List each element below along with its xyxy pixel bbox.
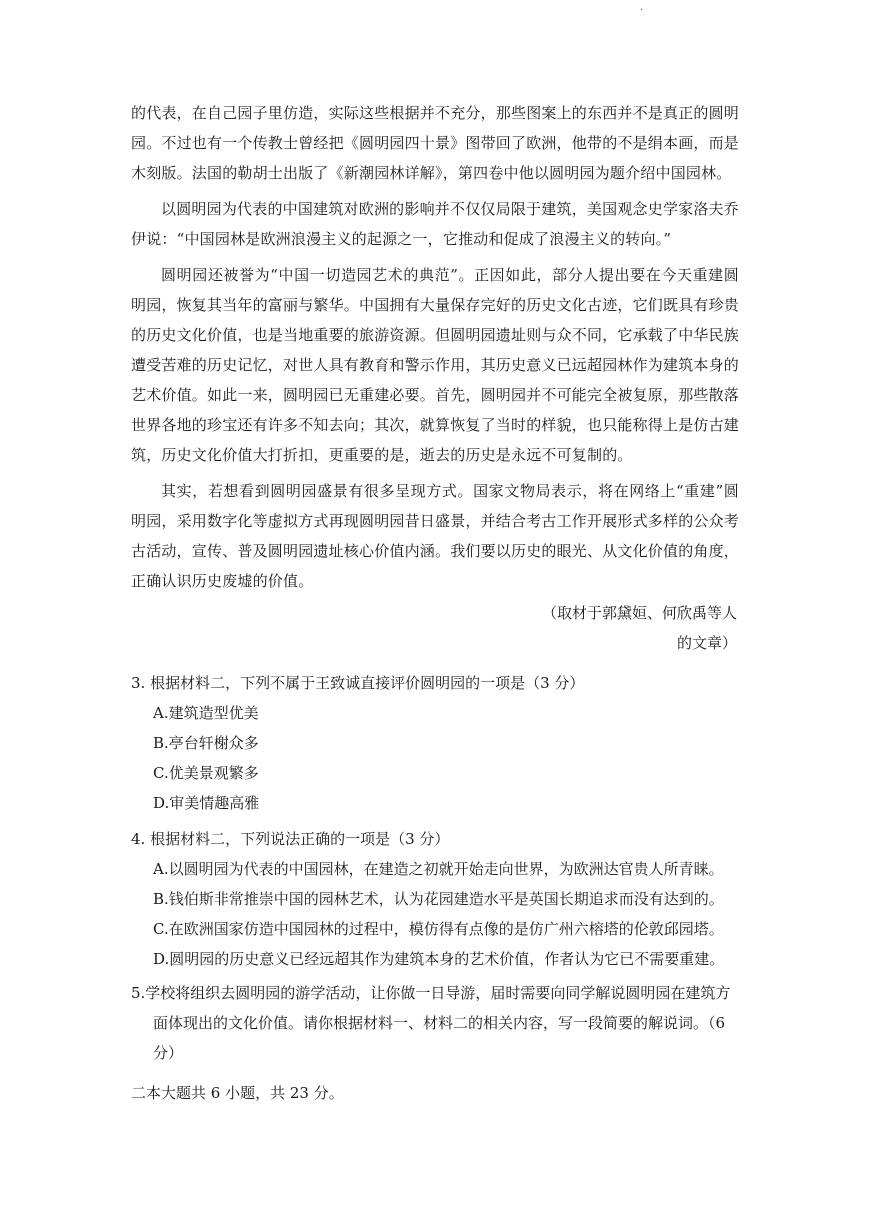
passage-paragraph-4: 其实，若想看到圆明园盛景有很多呈现方式。国家文物局表示，将在网络上“重建”圆明园，采用数字化等虚拟方式再现圆明园昔日盛景，并结合考古工作开展形式多样的公众考古活动，宣传、普及圆明园遗址核心价值内涵。我们要以历史的眼光、从文化价值的角度，正确认识历史废墟的价值。 [131,482,740,590]
question-4-option-a: A.以圆明园为代表的中国园林，在建造之初就开始走向世界，为欧洲达官贵人所青睐。 [153,860,724,878]
document-page [131,98,739,1108]
question-3-option-c: C.优美景观繁多 [153,764,259,782]
question-5 [131,978,739,1068]
question-4-stem: 4. 根据材料二，下列说法正确的一项是（3 分） [131,830,450,848]
question-4-option-c: C.在欧洲国家仿造中国园林的过程中，模仿得有点像的是仿广州六榕塔的伦敦邱园塔。 [153,920,724,938]
passage-source [131,598,739,658]
question-3-stem: 3. 根据材料二，下列不属于王致诚直接评价圆明园的一项是（3 分） [131,674,585,692]
section-heading: 二本大题共 6 小题，共 23 分。 [131,1084,344,1102]
question-4-option-b: B.钱伯斯非常推崇中国的园林艺术，认为花园建造水平是英国长期追求而没有达到的。 [153,890,724,908]
question-3 [131,668,739,818]
source-line-2: 的文章） [676,634,737,652]
question-3-options [131,698,739,818]
question-4 [131,824,739,974]
question-5-stem: 5.学校将组织去圆明园的游学活动，让你做一日导游，届时需要向同学解说圆明园在建筑方面体现出的文化价值。请你根据材料一、材料二的相关内容，写一段简要的解说词。（6 分） [131,984,731,1062]
question-4-options [131,854,739,974]
source-line-1: （取材于郭黛姮、何欣禹等人 [541,604,737,622]
question-4-option-d: D.圆明园的历史意义已经远超其作为建筑本身的艺术价值，作者认为它已不需要重建。 [153,950,725,968]
question-3-option-b: B.亭台轩榭众多 [153,734,259,752]
question-3-option-a: A.建筑造型优美 [153,704,259,722]
passage [131,98,739,658]
question-3-option-d: D.审美情趣高雅 [153,794,260,812]
passage-paragraph-2: 以圆明园为代表的中国建筑对欧洲的影响并不仅仅局限于建筑，美国观念史学家洛夫乔伊说：“中国园林是欧洲浪漫主义的起源之一，它推动和促成了浪漫主义的转向。” [131,200,739,248]
page-mark: · [640,5,644,16]
passage-paragraph-1: 的代表，在自己园子里仿造，实际这些根据并不充分，那些图案上的东西并不是真正的圆明园。不过也有一个传教士曾经把《圆明园四十景》图带回了欧洲，他带的不是绢本画，而是木刻版。法国的勒胡士出版了《新潮园林详解》，第四卷中他以圆明园为题介绍中国园林。 [131,104,740,182]
passage-paragraph-3: 圆明园还被誉为“中国一切造园艺术的典范”。正因如此，部分人提出要在今天重建圆明园，恢复其当年的富丽与繁华。中国拥有大量保存完好的历史文化古迹，它们既具有珍贵的历史文化价值，也是当地重要的旅游资源。但圆明园遗址则与众不同，它承载了中华民族遭受苦难的历史记忆，对世人具有教育和警示作用，其历史意义已远超园林作为建筑本身的艺术价值。如此一来，圆明园已无重建必要。首先，圆明园并不可能完全被复原，那些散落世界各地的珍宝还有许多不知去向；其次，就算恢复了当时的样貌，也只能称得上是仿古建筑，历史文化价值大打折扣，更重要的是，逝去的历史是永远不可复制的。 [131,266,740,464]
